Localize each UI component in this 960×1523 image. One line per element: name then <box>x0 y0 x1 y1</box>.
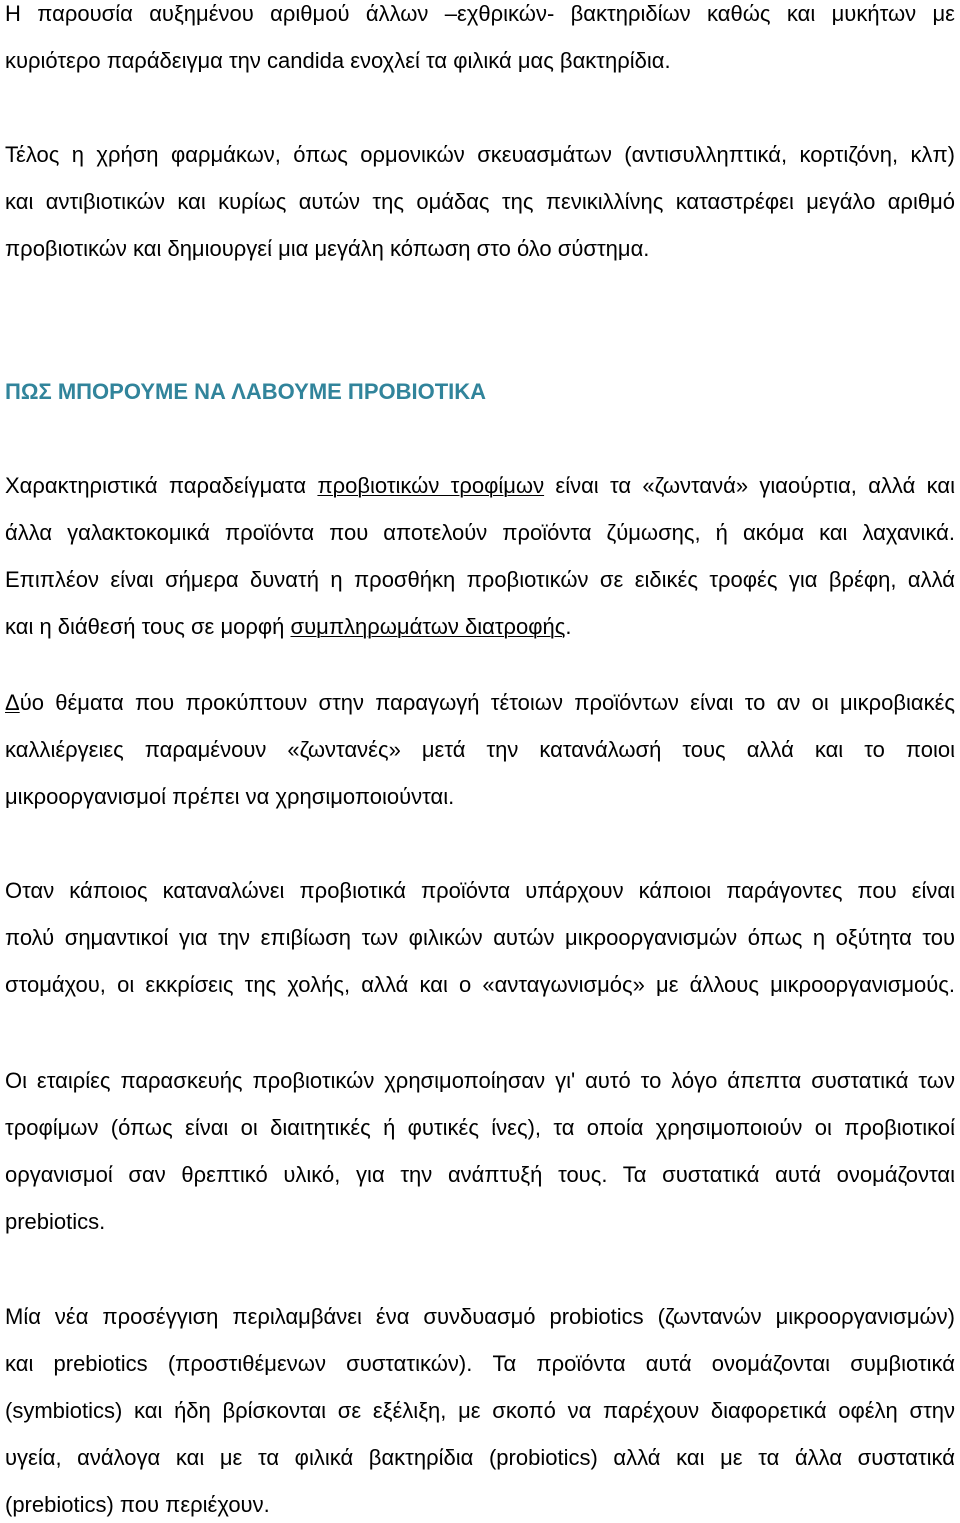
paragraph-5 <box>5 877 955 999</box>
section-heading-block <box>5 378 955 406</box>
text-line: οργανισμοί σαν θρεπτικό υλικό, για την ανάπτυξή τους. Τα συστατικά αυτά ονομάζονται <box>5 1162 955 1187</box>
text-line: (symbiotics) και ήδη βρίσκονται σε εξέλιξη, με σκοπό να παρέχουν διαφορετικά οφέλη στην <box>5 1398 955 1423</box>
text-segment: είναι τα «ζωντανά» γιαούρτια, αλλά και <box>544 473 955 498</box>
text-line: Επιπλέον είναι σήμερα δυνατή η προσθήκη προβιοτικών σε ειδικές τροφές για βρέφη, αλλά <box>5 567 955 592</box>
text-segment: . <box>565 614 572 639</box>
text-line: πολύ σημαντικοί για την επιβίωση των φιλικών αυτών μικροοργανισμών όπως η οξύτητα του <box>5 925 955 950</box>
text-segment: ύο θέματα που προκύπτουν στην παραγωγή τέτοιων προϊόντων είναι το αν οι μικροβιακές <box>19 690 955 715</box>
text-line: Οι εταιρίες παρασκευής προβιοτικών χρησιμοποίησαν γι' αυτό το λόγο άπεπτα συστατικά των <box>5 1068 955 1093</box>
underlined-initial: Δ <box>5 690 20 715</box>
text-line: στομάχου, οι εκκρίσεις της χολής, αλλά και ο «ανταγωνισμός» με άλλους μικροοργανισμούς. <box>5 972 955 997</box>
text-line: άλλα γαλακτοκομικά προϊόντα που αποτελούν προϊόντα ζύμωσης, ή ακόμα και λαχανικά. <box>5 520 955 545</box>
text-line: υγεία, ανάλογα και με τα φιλικά βακτηρίδια (probiotics) αλλά και με τα άλλα συστατικά <box>5 1445 955 1470</box>
text-line <box>5 613 955 641</box>
text-line: Μία νέα προσέγγιση περιλαμβάνει ένα συνδυασμό probiotics (ζωντανών μικροοργανισμών) <box>5 1304 955 1329</box>
paragraph-3 <box>5 472 955 641</box>
text-line: Οταν κάποιος καταναλώνει προβιοτικά προϊόντα υπάρχουν κάποιοι παράγοντες που είναι <box>5 878 955 903</box>
document-page <box>5 0 955 1519</box>
section-heading: ΠΩΣ ΜΠΟΡΟΥΜΕ ΝΑ ΛΑΒΟΥΜΕ ΠΡΟΒΙΟΤΙΚΑ <box>5 379 487 404</box>
text-segment: Χαρακτηριστικά παραδείγματα <box>5 473 318 498</box>
text-line: καλλιέργειες παραμένουν «ζωντανές» μετά την κατανάλωσή τους αλλά και το ποιοι <box>5 737 955 762</box>
text-line: (prebiotics) που περιέχουν. <box>5 1492 270 1517</box>
text-line: τροφίμων (όπως είναι οι διαιτητικές ή φυτικές ίνες), τα οποία χρησιμοποιούν οι προβιοτικοί <box>5 1115 955 1140</box>
paragraph-4 <box>5 689 955 811</box>
link-dietary-supplements[interactable]: συμπληρωμάτων διατροφής <box>290 614 566 639</box>
paragraph-2 <box>5 141 955 263</box>
text-line: και prebiotics (προστιθέμενων συστατικών). Τα προϊόντα αυτά ονομάζονται συμβιοτικά <box>5 1351 955 1376</box>
text-line: Η παρουσία αυξημένου αριθμού άλλων –εχθρικών- βακτηριδίων καθώς και μυκήτων με <box>5 1 955 26</box>
text-line: κυριότερο παράδειγμα την candida ενοχλεί τα φιλικά μας βακτηρίδια. <box>5 48 671 73</box>
text-line: Τέλος η χρήση φαρμάκων, όπως ορμονικών σκευασμάτων (αντισυλληπτικά, κορτιζόνη, κλπ) <box>5 142 955 167</box>
text-line: προβιοτικών και δημιουργεί μια μεγάλη κόπωση στο όλο σύστημα. <box>5 236 650 261</box>
link-probiotic-foods[interactable]: προβιοτικών τροφίμων <box>317 473 545 498</box>
text-line <box>5 689 955 717</box>
paragraph-7 <box>5 1303 955 1519</box>
paragraph-6 <box>5 1067 955 1236</box>
text-line <box>5 472 955 500</box>
text-line: μικροοργανισμοί πρέπει να χρησιμοποιούνται. <box>5 784 455 809</box>
text-line: prebiotics. <box>5 1209 106 1234</box>
text-segment: και η διάθεσή τους σε μορφή <box>5 614 291 639</box>
text-line: και αντιβιοτικών και κυρίως αυτών της ομάδας της πενικιλλίνης καταστρέφει μεγάλο αριθμό <box>5 189 955 214</box>
paragraph-1 <box>5 0 955 75</box>
